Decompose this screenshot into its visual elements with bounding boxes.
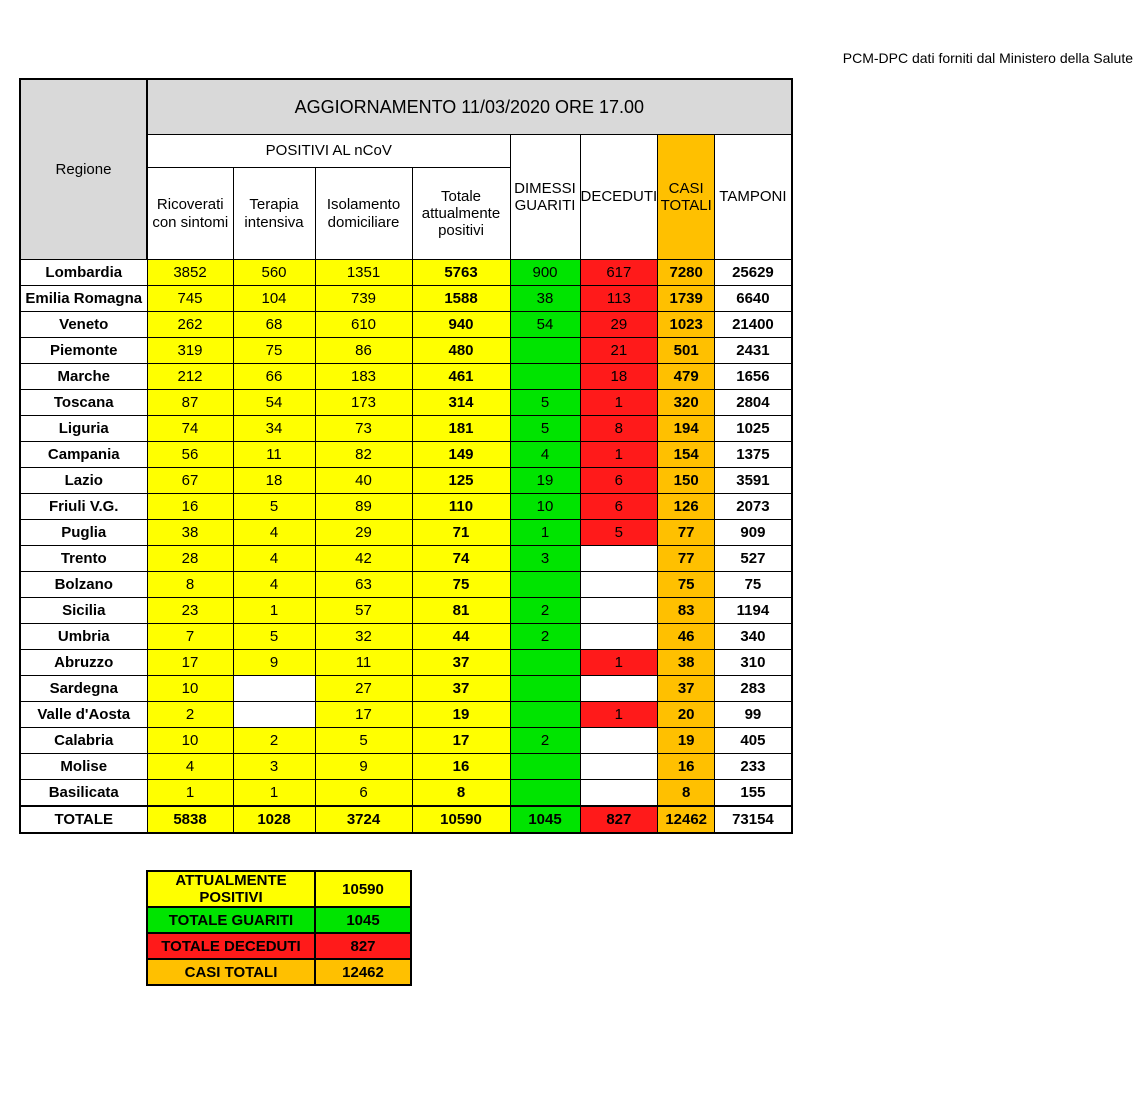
cell-regione: Puglia — [20, 520, 147, 546]
cell-positivi: 19 — [412, 702, 510, 728]
cell-isolamento: 27 — [315, 676, 412, 702]
cell-dimessi — [510, 676, 580, 702]
cell-regione: Abruzzo — [20, 650, 147, 676]
cell-regione: Lazio — [20, 468, 147, 494]
cell-dimessi: 1 — [510, 520, 580, 546]
cell-dimessi: 2 — [510, 598, 580, 624]
table-row — [20, 520, 792, 546]
cell-deceduti: 617 — [580, 260, 658, 286]
cell-terapia: 2 — [233, 728, 315, 754]
cell-isolamento: 32 — [315, 624, 412, 650]
cell-positivi: 110 — [412, 494, 510, 520]
table-row — [20, 650, 792, 676]
cell-deceduti: 6 — [580, 468, 658, 494]
header-deceduti: DECEDUTI — [580, 135, 658, 260]
summary-label: TOTALE GUARITI — [147, 907, 315, 933]
cell-casi: 501 — [658, 338, 715, 364]
cell-positivi: 10590 — [412, 806, 510, 833]
cell-deceduti: 5 — [580, 520, 658, 546]
cell-isolamento: 1351 — [315, 260, 412, 286]
summary-row — [147, 907, 411, 933]
cell-tamponi: 25629 — [715, 260, 792, 286]
cell-deceduti — [580, 754, 658, 780]
cell-deceduti: 18 — [580, 364, 658, 390]
cell-positivi: 75 — [412, 572, 510, 598]
cell-isolamento: 3724 — [315, 806, 412, 833]
cell-casi: 46 — [658, 624, 715, 650]
cell-dimessi — [510, 338, 580, 364]
table-row — [20, 286, 792, 312]
cell-dimessi: 1045 — [510, 806, 580, 833]
cell-terapia: 68 — [233, 312, 315, 338]
cell-dimessi: 5 — [510, 390, 580, 416]
cell-ricoverati: 23 — [147, 598, 233, 624]
header-ricoverati: Ricoverati con sintomi — [147, 168, 233, 260]
table-title: AGGIORNAMENTO 11/03/2020 ORE 17.00 — [147, 79, 792, 135]
cell-regione: Campania — [20, 442, 147, 468]
cell-terapia: 54 — [233, 390, 315, 416]
cell-positivi: 37 — [412, 650, 510, 676]
cell-regione: Marche — [20, 364, 147, 390]
header-tamponi: TAMPONI — [715, 135, 792, 260]
cell-positivi: 74 — [412, 546, 510, 572]
cell-terapia: 4 — [233, 546, 315, 572]
cell-regione: Liguria — [20, 416, 147, 442]
cell-casi: 16 — [658, 754, 715, 780]
cell-casi: 126 — [658, 494, 715, 520]
cell-positivi: 8 — [412, 780, 510, 807]
cell-casi: 12462 — [658, 806, 715, 833]
cell-positivi: 314 — [412, 390, 510, 416]
cell-casi: 77 — [658, 546, 715, 572]
cell-tamponi: 155 — [715, 780, 792, 807]
cell-regione: Emilia Romagna — [20, 286, 147, 312]
cell-regione: Lombardia — [20, 260, 147, 286]
cell-casi: 479 — [658, 364, 715, 390]
cell-isolamento: 11 — [315, 650, 412, 676]
cell-tamponi: 99 — [715, 702, 792, 728]
summary-row — [147, 933, 411, 959]
cell-terapia: 4 — [233, 520, 315, 546]
cell-deceduti: 113 — [580, 286, 658, 312]
cell-dimessi: 10 — [510, 494, 580, 520]
table-row — [20, 624, 792, 650]
cell-deceduti — [580, 546, 658, 572]
cell-positivi: 81 — [412, 598, 510, 624]
cell-terapia — [233, 702, 315, 728]
cell-tamponi: 283 — [715, 676, 792, 702]
cell-casi: 194 — [658, 416, 715, 442]
cell-tamponi: 21400 — [715, 312, 792, 338]
cell-dimessi: 3 — [510, 546, 580, 572]
header-isolamento: Isolamento domiciliare — [315, 168, 412, 260]
cell-terapia: 1 — [233, 780, 315, 807]
table-row — [20, 364, 792, 390]
summary-table — [146, 870, 412, 986]
cell-ricoverati: 10 — [147, 728, 233, 754]
cell-dimessi — [510, 572, 580, 598]
cell-terapia: 5 — [233, 494, 315, 520]
header-totale-positivi: Totale attualmente positivi — [412, 168, 510, 260]
cell-regione: Umbria — [20, 624, 147, 650]
cell-deceduti: 1 — [580, 390, 658, 416]
cell-regione: Friuli V.G. — [20, 494, 147, 520]
cell-casi: 20 — [658, 702, 715, 728]
cell-ricoverati: 16 — [147, 494, 233, 520]
cell-tamponi: 73154 — [715, 806, 792, 833]
cell-terapia: 1028 — [233, 806, 315, 833]
table-row — [20, 442, 792, 468]
cell-terapia: 5 — [233, 624, 315, 650]
cell-tamponi: 6640 — [715, 286, 792, 312]
cell-tamponi: 233 — [715, 754, 792, 780]
cell-ricoverati: 3852 — [147, 260, 233, 286]
header-casi: CASI TOTALI — [658, 135, 715, 260]
cell-tamponi: 340 — [715, 624, 792, 650]
cell-dimessi — [510, 754, 580, 780]
header-regione: Regione — [20, 79, 147, 260]
header-terapia: Terapia intensiva — [233, 168, 315, 260]
cell-isolamento: 17 — [315, 702, 412, 728]
cell-tamponi: 1194 — [715, 598, 792, 624]
cell-terapia — [233, 676, 315, 702]
summary-label: ATTUALMENTE POSITIVI — [147, 871, 315, 907]
cell-deceduti — [580, 780, 658, 807]
cell-dimessi: 900 — [510, 260, 580, 286]
source-note: PCM-DPC dati forniti dal Ministero della Salute — [842, 50, 1133, 66]
cell-positivi: 16 — [412, 754, 510, 780]
cell-tamponi: 2804 — [715, 390, 792, 416]
cell-ricoverati: 56 — [147, 442, 233, 468]
cell-positivi: 17 — [412, 728, 510, 754]
table-row — [20, 572, 792, 598]
cell-isolamento: 739 — [315, 286, 412, 312]
cell-regione: TOTALE — [20, 806, 147, 833]
cell-regione: Valle d'Aosta — [20, 702, 147, 728]
cell-casi: 154 — [658, 442, 715, 468]
cell-casi: 1023 — [658, 312, 715, 338]
cell-dimessi: 54 — [510, 312, 580, 338]
header-dimessi: DIMESSI GUARITI — [510, 135, 580, 260]
cell-casi: 77 — [658, 520, 715, 546]
cell-isolamento: 63 — [315, 572, 412, 598]
cell-casi: 8 — [658, 780, 715, 807]
cell-positivi: 37 — [412, 676, 510, 702]
cell-regione: Trento — [20, 546, 147, 572]
cell-dimessi: 5 — [510, 416, 580, 442]
summary-value: 827 — [315, 933, 411, 959]
table-row — [20, 468, 792, 494]
cell-regione: Sardegna — [20, 676, 147, 702]
summary-row — [147, 871, 411, 907]
cell-tamponi: 1025 — [715, 416, 792, 442]
table-row — [20, 494, 792, 520]
summary-label: TOTALE DECEDUTI — [147, 933, 315, 959]
cell-tamponi: 310 — [715, 650, 792, 676]
header-positivi: POSITIVI AL nCoV — [147, 135, 510, 168]
cell-ricoverati: 212 — [147, 364, 233, 390]
cell-casi: 150 — [658, 468, 715, 494]
cell-ricoverati: 67 — [147, 468, 233, 494]
summary-value: 12462 — [315, 959, 411, 985]
cell-tamponi: 527 — [715, 546, 792, 572]
cell-regione: Bolzano — [20, 572, 147, 598]
cell-terapia: 1 — [233, 598, 315, 624]
cell-deceduti: 1 — [580, 702, 658, 728]
cell-tamponi: 75 — [715, 572, 792, 598]
cell-terapia: 104 — [233, 286, 315, 312]
cell-positivi: 1588 — [412, 286, 510, 312]
table-row — [20, 390, 792, 416]
cell-ricoverati: 262 — [147, 312, 233, 338]
cell-ricoverati: 2 — [147, 702, 233, 728]
cell-deceduti: 1 — [580, 650, 658, 676]
cell-ricoverati: 87 — [147, 390, 233, 416]
cell-regione: Molise — [20, 754, 147, 780]
table-row — [20, 780, 792, 807]
cell-positivi: 44 — [412, 624, 510, 650]
cell-tamponi: 909 — [715, 520, 792, 546]
cell-regione: Toscana — [20, 390, 147, 416]
summary-row — [147, 959, 411, 985]
cell-dimessi — [510, 780, 580, 807]
summary-value: 1045 — [315, 907, 411, 933]
cell-positivi: 149 — [412, 442, 510, 468]
cell-regione: Piemonte — [20, 338, 147, 364]
table-row — [20, 546, 792, 572]
cell-terapia: 3 — [233, 754, 315, 780]
cell-ricoverati: 745 — [147, 286, 233, 312]
cell-tamponi: 1656 — [715, 364, 792, 390]
cell-isolamento: 610 — [315, 312, 412, 338]
cell-casi: 320 — [658, 390, 715, 416]
cell-isolamento: 173 — [315, 390, 412, 416]
cell-dimessi: 4 — [510, 442, 580, 468]
cell-isolamento: 29 — [315, 520, 412, 546]
cell-deceduti — [580, 624, 658, 650]
cell-terapia: 9 — [233, 650, 315, 676]
cell-ricoverati: 10 — [147, 676, 233, 702]
table-row — [20, 260, 792, 286]
cell-deceduti: 8 — [580, 416, 658, 442]
cell-isolamento: 73 — [315, 416, 412, 442]
cell-ricoverati: 17 — [147, 650, 233, 676]
cell-tamponi: 1375 — [715, 442, 792, 468]
cell-dimessi: 38 — [510, 286, 580, 312]
cell-terapia: 560 — [233, 260, 315, 286]
cell-casi: 75 — [658, 572, 715, 598]
cell-dimessi — [510, 702, 580, 728]
cell-isolamento: 6 — [315, 780, 412, 807]
cell-deceduti: 21 — [580, 338, 658, 364]
cell-deceduti — [580, 598, 658, 624]
cell-casi: 83 — [658, 598, 715, 624]
cell-tamponi: 2431 — [715, 338, 792, 364]
cell-positivi: 5763 — [412, 260, 510, 286]
cell-terapia: 4 — [233, 572, 315, 598]
cell-terapia: 34 — [233, 416, 315, 442]
cell-deceduti: 827 — [580, 806, 658, 833]
cell-ricoverati: 38 — [147, 520, 233, 546]
cell-ricoverati: 5838 — [147, 806, 233, 833]
cell-deceduti: 29 — [580, 312, 658, 338]
cell-isolamento: 40 — [315, 468, 412, 494]
cell-positivi: 480 — [412, 338, 510, 364]
table-row — [20, 702, 792, 728]
cell-deceduti — [580, 676, 658, 702]
cell-isolamento: 89 — [315, 494, 412, 520]
cell-dimessi: 2 — [510, 624, 580, 650]
cell-casi: 38 — [658, 650, 715, 676]
cell-casi: 1739 — [658, 286, 715, 312]
cell-tamponi: 405 — [715, 728, 792, 754]
cell-casi: 19 — [658, 728, 715, 754]
table-row — [20, 312, 792, 338]
cell-isolamento: 5 — [315, 728, 412, 754]
summary-value: 10590 — [315, 871, 411, 907]
cell-dimessi: 19 — [510, 468, 580, 494]
cell-ricoverati: 7 — [147, 624, 233, 650]
cell-tamponi: 2073 — [715, 494, 792, 520]
cell-ricoverati: 8 — [147, 572, 233, 598]
cell-terapia: 11 — [233, 442, 315, 468]
cell-dimessi — [510, 650, 580, 676]
cell-ricoverati: 1 — [147, 780, 233, 807]
total-row — [20, 806, 792, 833]
cell-terapia: 75 — [233, 338, 315, 364]
regional-data-table — [19, 78, 793, 834]
cell-positivi: 125 — [412, 468, 510, 494]
cell-tamponi: 3591 — [715, 468, 792, 494]
cell-terapia: 66 — [233, 364, 315, 390]
cell-terapia: 18 — [233, 468, 315, 494]
cell-ricoverati: 319 — [147, 338, 233, 364]
cell-positivi: 181 — [412, 416, 510, 442]
table-row — [20, 338, 792, 364]
table-row — [20, 416, 792, 442]
cell-positivi: 940 — [412, 312, 510, 338]
cell-casi: 37 — [658, 676, 715, 702]
cell-isolamento: 42 — [315, 546, 412, 572]
cell-isolamento: 86 — [315, 338, 412, 364]
cell-regione: Veneto — [20, 312, 147, 338]
cell-regione: Basilicata — [20, 780, 147, 807]
table-row — [20, 598, 792, 624]
cell-deceduti — [580, 728, 658, 754]
cell-ricoverati: 4 — [147, 754, 233, 780]
cell-isolamento: 82 — [315, 442, 412, 468]
table-row — [20, 728, 792, 754]
cell-isolamento: 9 — [315, 754, 412, 780]
summary-label: CASI TOTALI — [147, 959, 315, 985]
cell-casi: 7280 — [658, 260, 715, 286]
cell-dimessi — [510, 364, 580, 390]
table-row — [20, 754, 792, 780]
cell-deceduti — [580, 572, 658, 598]
cell-dimessi: 2 — [510, 728, 580, 754]
cell-deceduti: 6 — [580, 494, 658, 520]
cell-isolamento: 57 — [315, 598, 412, 624]
cell-positivi: 71 — [412, 520, 510, 546]
cell-ricoverati: 28 — [147, 546, 233, 572]
cell-regione: Calabria — [20, 728, 147, 754]
cell-isolamento: 183 — [315, 364, 412, 390]
cell-positivi: 461 — [412, 364, 510, 390]
table-row — [20, 676, 792, 702]
cell-deceduti: 1 — [580, 442, 658, 468]
cell-ricoverati: 74 — [147, 416, 233, 442]
cell-regione: Sicilia — [20, 598, 147, 624]
